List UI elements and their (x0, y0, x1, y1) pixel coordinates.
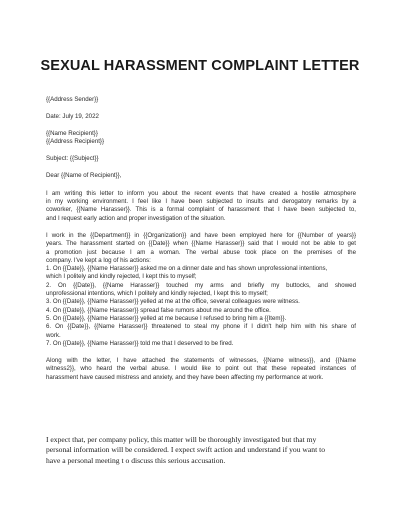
paragraph-line: have a personal meeting t o discuss this serious accusation. (46, 455, 226, 465)
log-item: 1. On {{Date}}, {{Name Harasser}} asked me on a dinner date and has shown unprofessional intentions, (46, 265, 328, 273)
log-item: 2. On {{Date}}, {{Name Harasser}} touched my arms and briefly my buttocks, and showed (46, 281, 356, 289)
paragraph-line: in my working environment. I feel like I have been subjected to insults and derogatory remarks by a (46, 198, 356, 206)
paragraph-employment (46, 232, 356, 265)
paragraph-line: a promotion just because I am a woman. The verbal abuse took place on the premises of the (46, 248, 356, 256)
letter-subject: Subject: {{Subject}} (46, 155, 99, 163)
log-item: 6. On {{Date}}, {{Name Harasser}} threatened to steal my phone if I didn't help him with his share of (46, 323, 356, 331)
paragraph-line: witness2}}, who heard the verbal abuse. I would like to point out that these repeated instances of (46, 365, 356, 373)
paragraph-line: company. I've kept a log of his actions: (46, 256, 151, 264)
paragraph-intro (46, 190, 356, 223)
paragraph-line: personal information will be considered. I expect swift action and understand if you want to (46, 445, 325, 455)
paragraph-line: and I request early action and proper investigation of the situation. (46, 214, 226, 222)
paragraph-line: I work in the {{Department}} in {{Organization}} and have been employed here for {{Number of years}} (46, 231, 356, 239)
incident-log (46, 265, 356, 348)
recipient-name: {{Name Recipient}} (46, 129, 98, 137)
paragraph-line: Along with the letter, I have attached the statements of witnesses, {{Name witness}}, and {{Name (46, 357, 356, 365)
paragraph-line: I expect that, per company policy, this matter will be thoroughly investigated but that my (46, 435, 317, 444)
log-item: 3. On {{Date}}, {{Name Harasser}} yelled at me at the office, several colleagues were witness. (46, 298, 300, 306)
letter-date: Date: July 19, 2022 (46, 112, 99, 120)
paragraph-line: coworker, {{Name Harasser}}. This is a formal complaint of harassment that I have been subjected to, (46, 206, 356, 214)
paragraph-line: I am writing this letter to inform you about the recent events that have created a hostile atmosphere (46, 189, 356, 197)
salutation: Dear {{Name of Recipient}}, (46, 172, 122, 180)
log-item: which I politely and kindly rejected, I kept this to myself; (46, 273, 197, 281)
log-item: 5. On {{Date}}, {{Name Harasser}} yelled at me because I refused to bring him a {{Item}}. (46, 314, 287, 322)
letter-body (46, 96, 356, 382)
log-item: work. (46, 331, 61, 339)
paragraph-expectation (46, 435, 358, 466)
page-title: SEXUAL HARASSMENT COMPLAINT LETTER (40, 58, 360, 74)
log-item: unprofessional intentions, which I politely and kindly rejected, I kept this to myself; (46, 290, 268, 298)
paragraph-witnesses (46, 357, 356, 382)
paragraph-line: years. The harassment started on {{Date}} when {{Name Harasser}} said that I would not be able to get (46, 240, 356, 248)
log-item: 4. On {{Date}}, {{Name Harasser}} spread false rumors about me around the office. (46, 306, 271, 314)
recipient-address: {{Address Recipient}} (46, 137, 105, 145)
sender-address: {{Address Sender}} (46, 96, 99, 103)
log-item: 7. On {{Date}}, {{Name Harasser}} told me that I deserved to be fired. (46, 339, 234, 347)
paragraph-line: harassment have caused mistress and anxiety, and they have been affecting my performance at work. (46, 373, 324, 381)
